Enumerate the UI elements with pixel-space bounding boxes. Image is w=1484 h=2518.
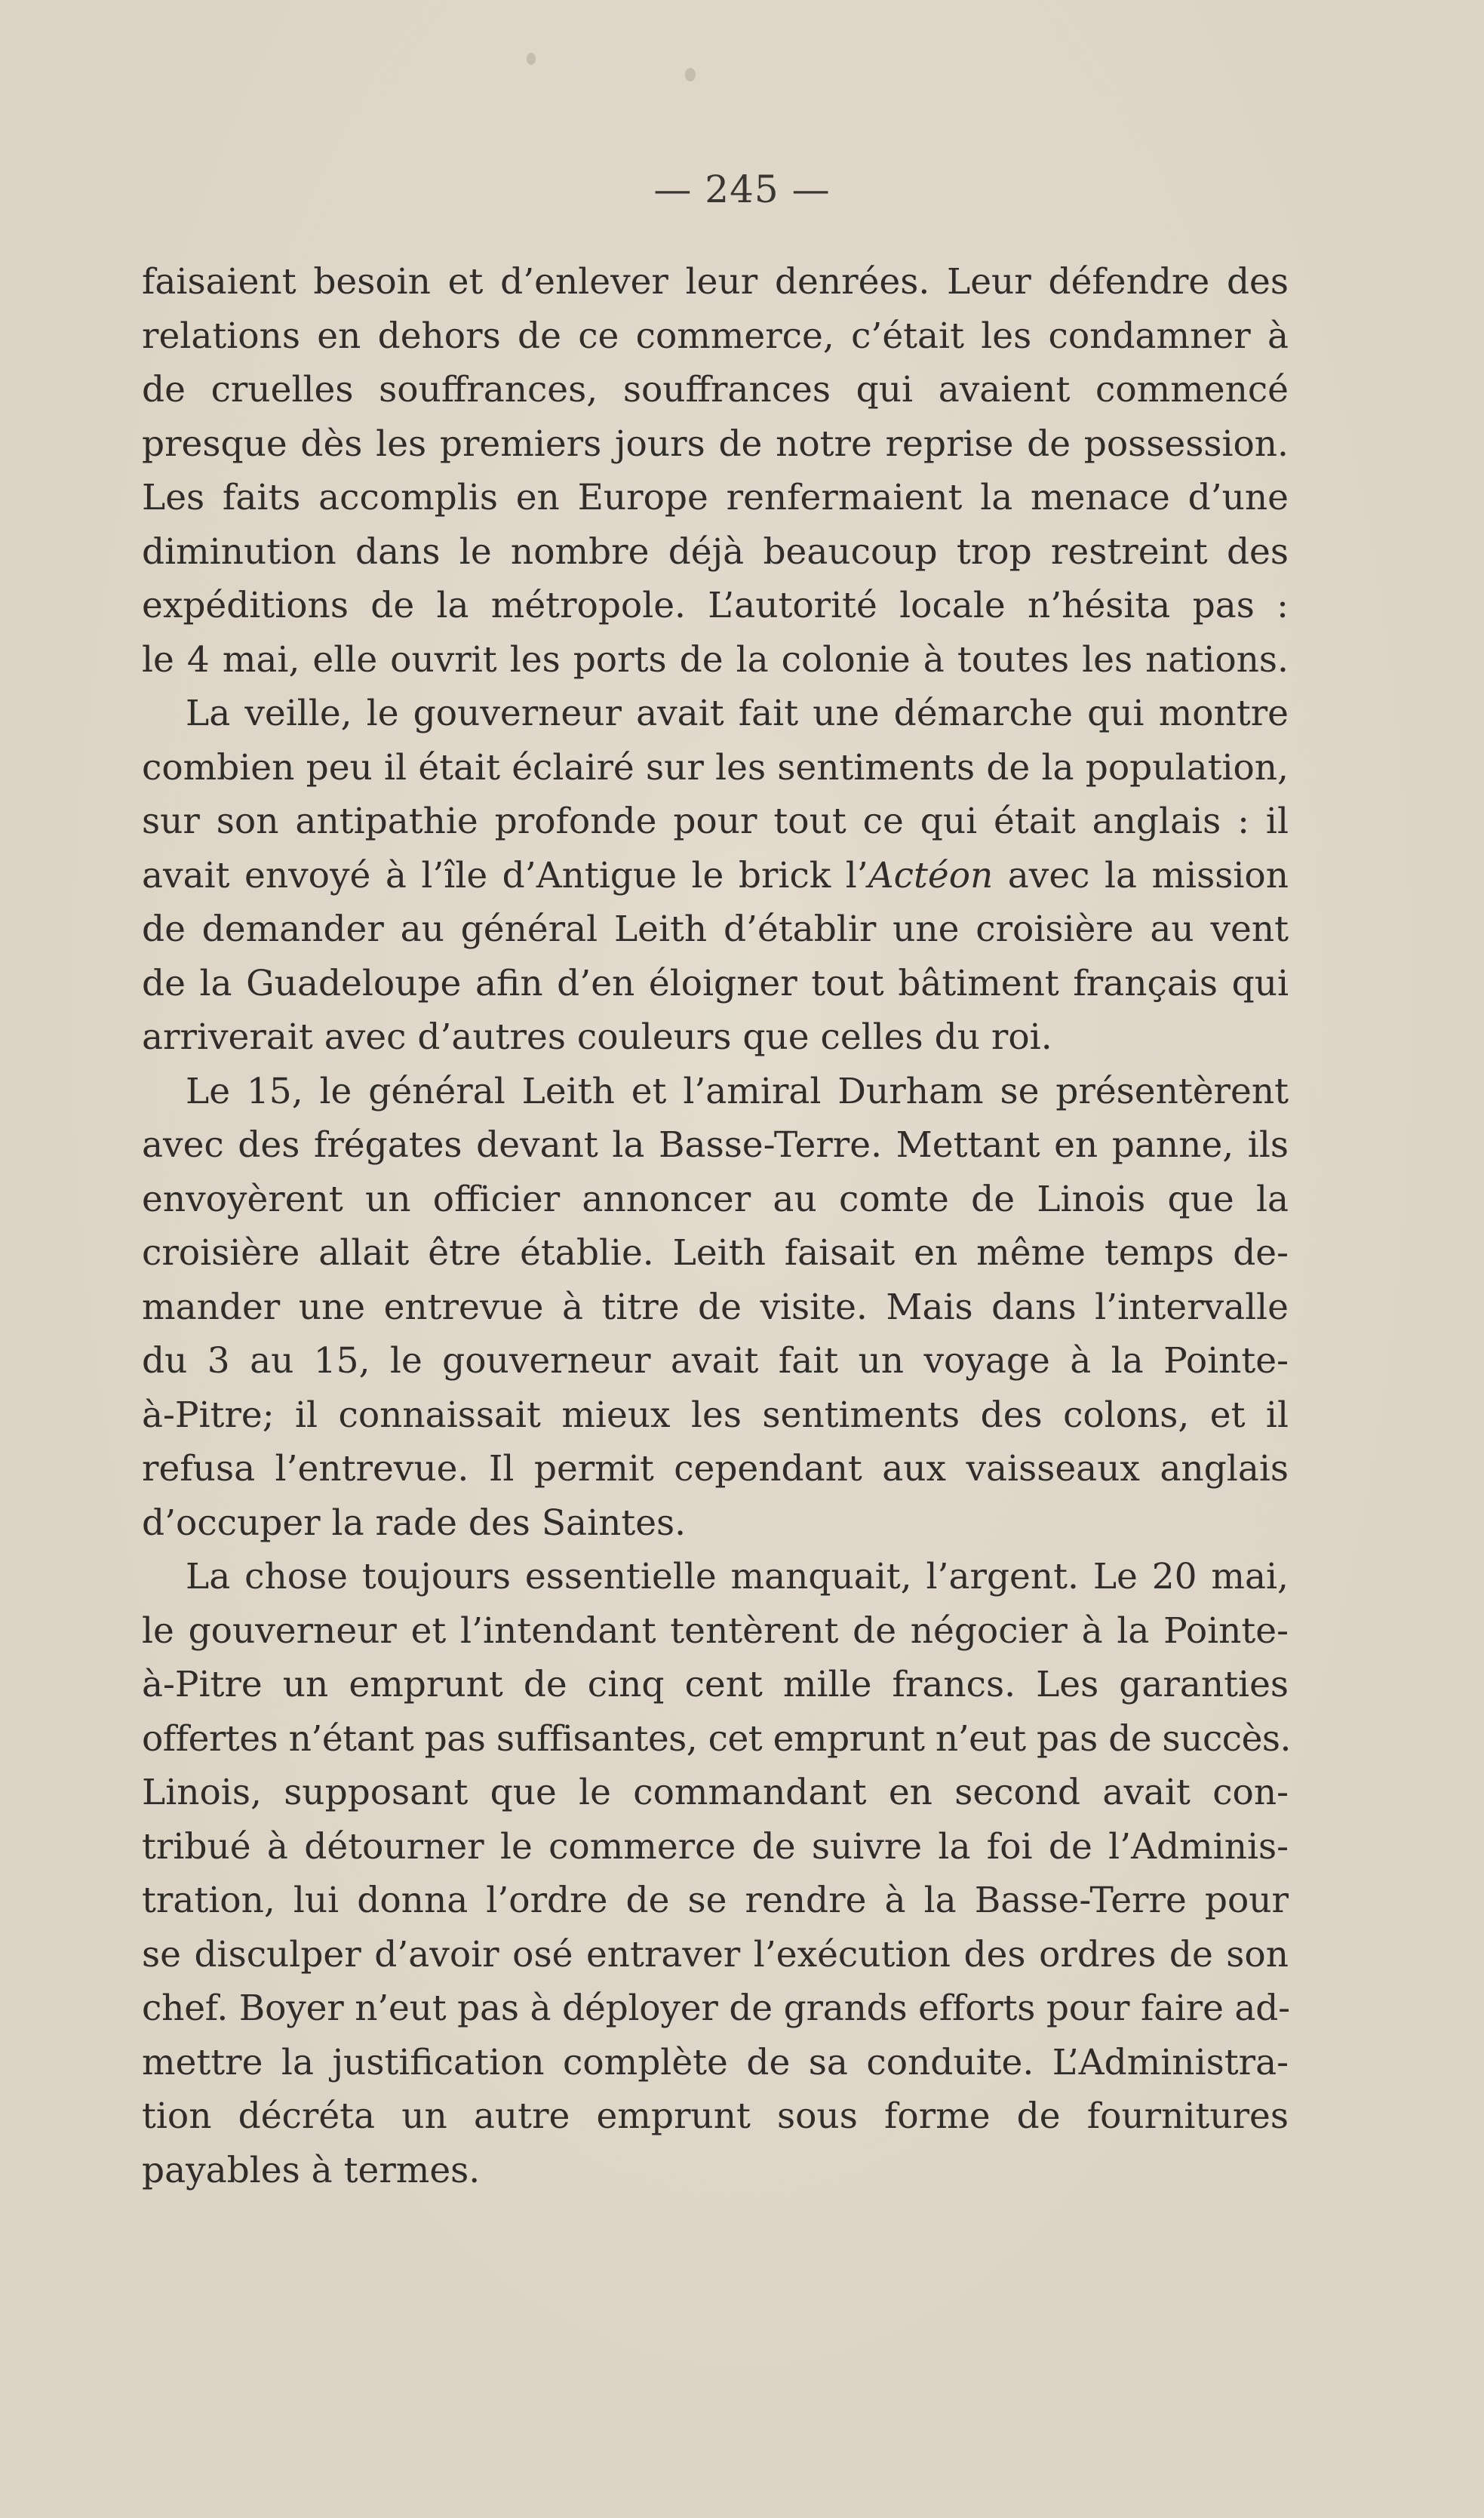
text-line: expéditions de la métropole. L’autorité locale n’hésita pas : xyxy=(142,585,1289,626)
text-line: La chose toujours essentielle manquait, l’argent. Le 20 mai, xyxy=(186,1556,1289,1597)
text-line: envoyèrent un officier annoncer au comte de Linois que la xyxy=(142,1178,1289,1220)
text-line: tribué à détourner le commerce de suivre la foi de l’Adminis- xyxy=(142,1825,1289,1868)
text-line: avec des frégates devant la Basse-Terre. Mettant en panne, ils xyxy=(142,1124,1289,1166)
text-line: relations en dehors de ce commerce, c’était les condamner à xyxy=(142,315,1289,357)
text-line: de la Guadeloupe afin d’en éloigner tout bâtiment français qui xyxy=(142,962,1289,1004)
text-line: combien peu il était éclairé sur les sentiments de la population, xyxy=(142,746,1289,789)
text-line: tion décréta un autre emprunt sous forme de fournitures xyxy=(142,2095,1289,2137)
paper-spot xyxy=(685,68,696,81)
page-number: — 245 — xyxy=(653,168,831,211)
text-line: arriverait avec d’autres couleurs que celles du roi. xyxy=(142,1016,1052,1058)
text-line: Linois, supposant que le commandant en second avait con- xyxy=(142,1772,1289,1813)
body-text xyxy=(142,255,1289,2197)
text-line: La veille, le gouverneur avait fait une démarche qui montre xyxy=(186,693,1289,734)
text-line: d’occuper la rade des Saintes. xyxy=(142,1502,687,1544)
text-line: du 3 au 15, le gouverneur avait fait un voyage à la Pointe- xyxy=(142,1340,1289,1382)
text-line: tration, lui donna l’ordre de se rendre à la Basse-Terre pour xyxy=(142,1880,1289,1921)
text-line: à-Pitre; il connaissait mieux les sentiments des colons, et il xyxy=(142,1394,1289,1436)
text-line: offertes n’étant pas suffisantes, cet emprunt n’eut pas de succès. xyxy=(142,1717,1291,1760)
text-line: chef. Boyer n’eut pas à déployer de grands efforts pour faire ad- xyxy=(142,1988,1290,2029)
text-line: refusa l’entrevue. Il permit cependant aux vaisseaux anglais xyxy=(142,1448,1289,1490)
text-line: avait envoyé à l’île d’Antigue le brick l’Actéon avec la mission xyxy=(142,854,1289,896)
text-line: de cruelles souffrances, souffrances qui avaient commencé xyxy=(142,369,1289,410)
text-line: payables à termes. xyxy=(142,2149,481,2191)
text-line: à-Pitre un emprunt de cinq cent mille francs. Les garanties xyxy=(142,1664,1289,1705)
text-line: se disculper d’avoir osé entraver l’exécution des ordres de son xyxy=(142,1933,1289,1975)
text-line: le 4 mai, elle ouvrit les ports de la colonie à toutes les nations. xyxy=(142,638,1289,681)
text-line: mettre la justification complète de sa conduite. L’Administra- xyxy=(142,2041,1289,2083)
text-line: faisaient besoin et d’enlever leur denrées. Leur défendre des xyxy=(142,261,1289,303)
text-line: le gouverneur et l’intendant tentèrent de négocier à la Pointe- xyxy=(142,1609,1289,1652)
text-line: presque dès les premiers jours de notre reprise de possession. xyxy=(142,423,1289,465)
paper-spot xyxy=(527,53,536,65)
text-line: de demander au général Leith d’établir une croisière au vent xyxy=(142,909,1289,950)
text-line: sur son antipathie profonde pour tout ce qui était anglais : il xyxy=(142,801,1289,842)
text-line: Le 15, le général Leith et l’amiral Durham se présentèrent xyxy=(186,1070,1289,1112)
text-line: mander une entrevue à titre de visite. Mais dans l’intervalle xyxy=(142,1286,1289,1328)
text-line: diminution dans le nombre déjà beaucoup trop restreint des xyxy=(142,530,1289,573)
text-line: Les faits accomplis en Europe renfermaient la menace d’une xyxy=(142,477,1289,518)
text-line: croisière allait être établie. Leith faisait en même temps de- xyxy=(142,1232,1289,1274)
